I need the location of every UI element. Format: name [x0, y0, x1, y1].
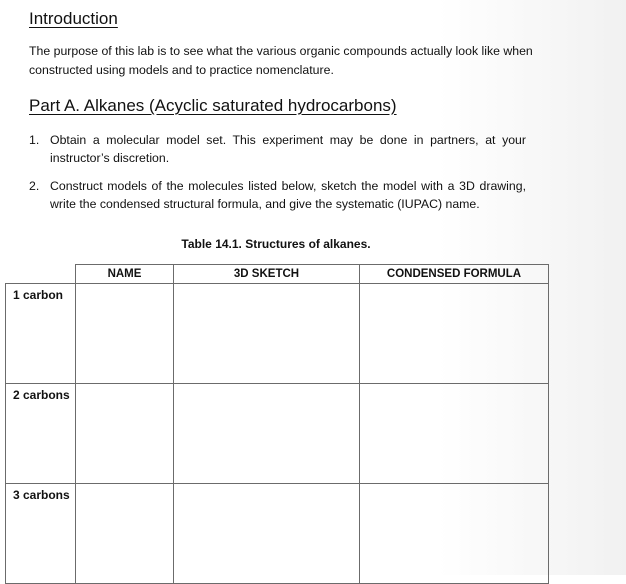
- table-row: [6, 284, 549, 384]
- row-label-2-carbons: 2 carbons: [6, 384, 76, 484]
- table-header-row: [6, 265, 549, 284]
- column-header-condensed-formula: CONDENSED FORMULA: [360, 265, 549, 284]
- table-row: [6, 384, 549, 484]
- step-number: 1.: [29, 133, 40, 147]
- step-number: 2.: [29, 179, 40, 193]
- name-cell[interactable]: [76, 284, 174, 384]
- name-cell[interactable]: [76, 484, 174, 584]
- step-text: Obtain a molecular model set. This experiment may be done in partners, at your instructor’s discretion.: [50, 133, 526, 165]
- step-text: Construct models of the molecules listed below, sketch the model with a 3D drawing, write the condensed structural formula, and give the systematic (IUPAC) name.: [50, 179, 526, 211]
- alkanes-table: [5, 264, 549, 584]
- part-a-heading: Part A. Alkanes (Acyclic saturated hydrocarbons): [29, 96, 397, 115]
- table-row: [6, 484, 549, 584]
- sketch-cell[interactable]: [174, 484, 360, 584]
- formula-cell[interactable]: [360, 384, 549, 484]
- name-cell[interactable]: [76, 384, 174, 484]
- row-label-1-carbon: 1 carbon: [6, 284, 76, 384]
- formula-cell[interactable]: [360, 484, 549, 584]
- sketch-cell[interactable]: [174, 284, 360, 384]
- column-header-name: NAME: [76, 265, 174, 284]
- introduction-heading: Introduction: [29, 9, 118, 28]
- introduction-paragraph: The purpose of this lab is to see what the various organic compounds actually look like when constructed using models and to practice nomenclature.: [29, 44, 533, 77]
- column-header-3d-sketch: 3D SKETCH: [174, 265, 360, 284]
- table-caption: Table 14.1. Structures of alkanes.: [181, 237, 371, 251]
- row-label-3-carbons: 3 carbons: [6, 484, 76, 584]
- sketch-cell[interactable]: [174, 384, 360, 484]
- table-corner-cell: [6, 265, 76, 284]
- formula-cell[interactable]: [360, 284, 549, 384]
